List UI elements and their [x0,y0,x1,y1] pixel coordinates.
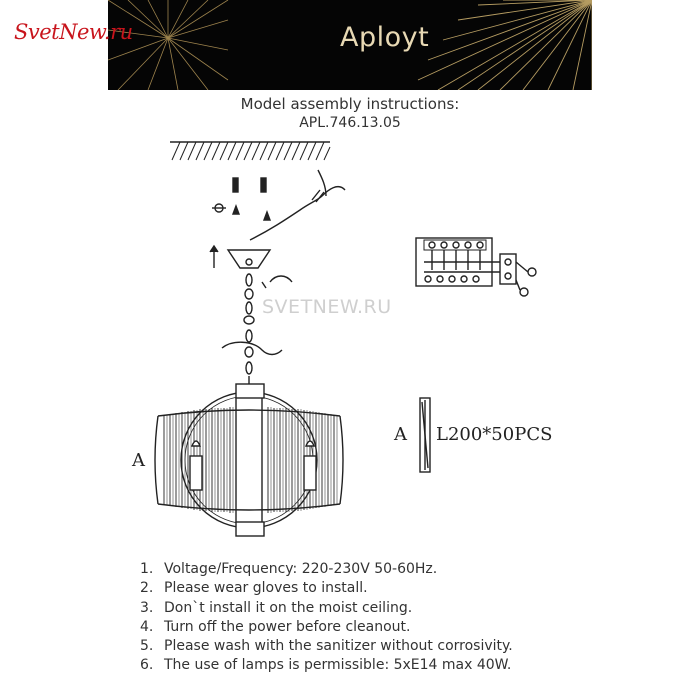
item-text: Don`t install it on the moist ceiling. [164,599,413,616]
ceiling-hatch [172,142,330,160]
model-number: APL.746.13.05 [299,115,401,131]
wiring-diagram [416,238,536,296]
list-item [140,579,513,598]
list-item [140,599,513,618]
mounting-screws-icon [212,178,270,220]
list-item [140,560,513,579]
shop-logo[interactable]: SvetNew.ru [14,20,133,44]
page-title: Model assembly instructions: [240,95,460,113]
item-number: 3. [140,599,154,616]
part-spec: L200*50PCS [436,424,553,445]
item-text: Please wear gloves to install. [164,580,368,597]
item-number: 5. [140,638,154,655]
item-number: 4. [140,618,154,635]
item-number: 1. [140,561,154,577]
item-text: The use of lamps is permissible: 5xE14 max 40W. [164,657,512,674]
top-hub [236,384,264,398]
instructions-list [140,560,513,676]
crystal-rod-icon [420,398,430,472]
list-item [140,637,513,656]
list-item [140,656,513,675]
part-label: A [394,424,407,445]
fixture-label: A [132,450,145,471]
item-text: Please wash with the sanitizer without corrosivity. [164,638,513,655]
item-number: 6. [140,657,154,674]
chain [244,274,254,374]
list-item [140,618,513,637]
item-text: Turn off the power before cleanout. [164,618,411,635]
item-number: 2. [140,580,154,597]
item-text: Voltage/Frequency: 220-230V 50-60Hz. [164,561,438,577]
supply-wire [250,187,345,240]
bottom-hub [236,522,264,536]
watermark: SVETNEW.RU [262,296,392,318]
brand-name: Aployt [340,22,430,53]
